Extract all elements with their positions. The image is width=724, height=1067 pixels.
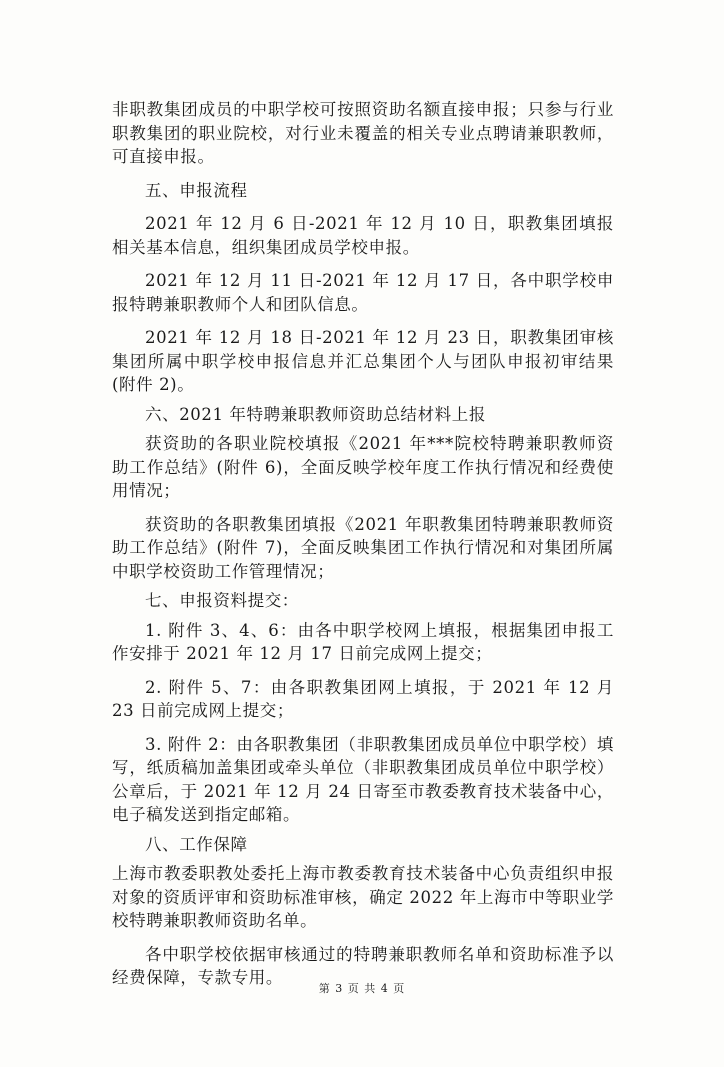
heading-submission: 七、申报资料提交： [145,591,299,610]
paragraph-guarantee-1: 上海市教委职教处委托上海市教委教育技术装备中心负责组织申报对象的资质评审和资助标准审核，确定 2022 年上海市中等职业学校特聘兼职教师资助名单。 [112,864,614,930]
paragraph-process-step-1: 2021 年 12 月 6 日-2021 年 12 月 10 日，职教集团填报相关基本信息，组织集团成员学校申报。 [112,214,614,257]
paragraph-submission-3: 3. 附件 2：由各职教集团（非职教集团成员单位中职学校）填写，纸质稿加盖集团或牵头单位（非职教集团成员单位中职学校）公章后，于 2021 年 12 月 24 日寄至市教委教育技术装备中心，电子稿发送到指定邮箱。 [112,734,614,824]
heading-application-process: 五、申报流程 [145,180,248,200]
paragraph-submission-2: 2. 附件 5、7：由各职教集团网上填报，于 2021 年 12 月 23 日前完成网上提交； [112,677,614,720]
paragraph-submission-1: 1. 附件 3、4、6：由各中职学校网上填报，根据集团申报工作安排于 2021 年 12 月 17 日前完成网上提交； [112,620,614,663]
paragraph-guarantee-2: 各中职学校依据审核通过的特聘兼职教师名单和资助标准予以经费保障，专款专用。 [112,944,614,987]
heading-summary-materials: 六、2021 年特聘兼职教师资助总结材料上报 [145,404,486,424]
paragraph-college-summary: 获资助的各职业院校填报《2021 年***院校特聘兼职教师资助工作总结》(附件 6)，全面反映学校年度工作执行情况和经费使用情况； [112,434,614,500]
paragraph-process-step-3: 2021 年 12 月 18 日-2021 年 12 月 23 日，职教集团审核集团所属中职学校申报信息并汇总集团个人与团队申报初审结果(附件 2)。 [112,328,614,394]
paragraph-process-step-2: 2021 年 12 月 11 日-2021 年 12 月 17 日，各中职学校申报特聘兼职教师个人和团队信息。 [112,271,614,314]
paragraph-direct-application: 非职教集团成员的中职学校可按照资助名额直接申报；只参与行业职教集团的职业院校，对行业未覆盖的相关专业点聘请兼职教师，可直接申报。 [112,100,614,166]
page-number-footer: 第 3 页 共 4 页 [318,982,406,995]
heading-work-guarantee: 八、工作保障 [145,834,248,854]
paragraph-group-summary: 获资助的各职教集团填报《2021 年职教集团特聘兼职教师资助工作总结》(附件 7)，全面反映集团工作执行情况和对集团所属中职学校资助工作管理情况； [112,514,614,581]
document-body [112,98,614,990]
